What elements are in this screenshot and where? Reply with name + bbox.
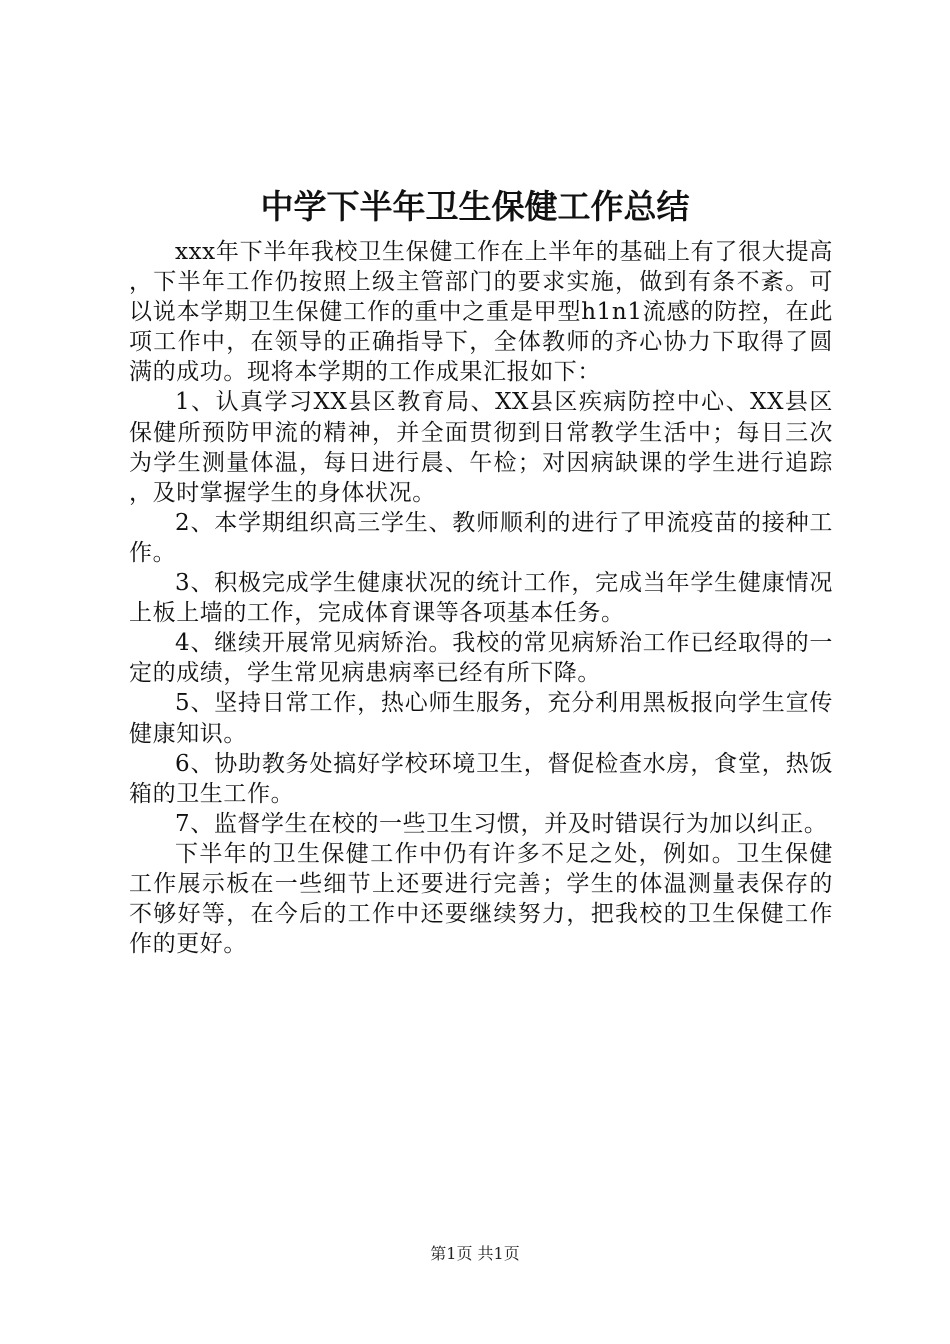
paragraph-item-6: 6、协助教务处搞好学校环境卫生，督促检查水房，食堂，热饭箱的卫生工作。: [129, 750, 833, 807]
paragraph-item-4: 4、继续开展常见病矫治。我校的常见病矫治工作已经取得的一定的成绩，学生常见病患病率已经有所下降。: [129, 630, 833, 687]
paragraph-item-3: 3、积极完成学生健康状况的统计工作，完成当年学生健康情况上板上墙的工作，完成体育课等各项基本任务。: [129, 570, 833, 627]
paragraph-item-2: 2、本学期组织高三学生、教师顺利的进行了甲流疫苗的接种工作。: [129, 509, 833, 566]
paragraph-intro: xxx年下半年我校卫生保健工作在上半年的基础上有了很大提高，下半年工作仍按照上级主管部门的要求实施，做到有条不紊。可以说本学期卫生保健工作的重中之重是甲型h1n1流感的防控，在此项工作中，在领导的正确指导下，全体教师的齐心协力下取得了圆满的成功。现将本学期的工作成果汇报如下：: [129, 239, 833, 386]
paragraph-item-7: 7、监督学生在校的一些卫生习惯，并及时错误行为加以纠正。: [175, 810, 828, 837]
paragraph-item-1: 1、认真学习XX县区教育局、XX县区疾病防控中心、XX县区保健所预防甲流的精神，并全面贯彻到日常教学生活中；每日三次为学生测量体温，每日进行晨、午检；对因病缺课的学生进行追踪，及时掌握学生的身体状况。: [129, 389, 833, 506]
page-footer: 第1页 共1页: [430, 1244, 520, 1263]
document-title: 中学下半年卫生保健工作总结: [260, 187, 690, 226]
paragraph-item-5: 5、坚持日常工作，热心师生服务，充分利用黑板报向学生宣传健康知识。: [129, 690, 833, 747]
document-body: [129, 237, 833, 959]
paragraph-conclusion: 下半年的卫生保健工作中仍有许多不足之处，例如。卫生保健工作展示板在一些细节上还要进行完善；学生的体温测量表保存的不够好等，在今后的工作中还要继续努力，把我校的卫生保健工作作的更好。: [129, 840, 833, 958]
